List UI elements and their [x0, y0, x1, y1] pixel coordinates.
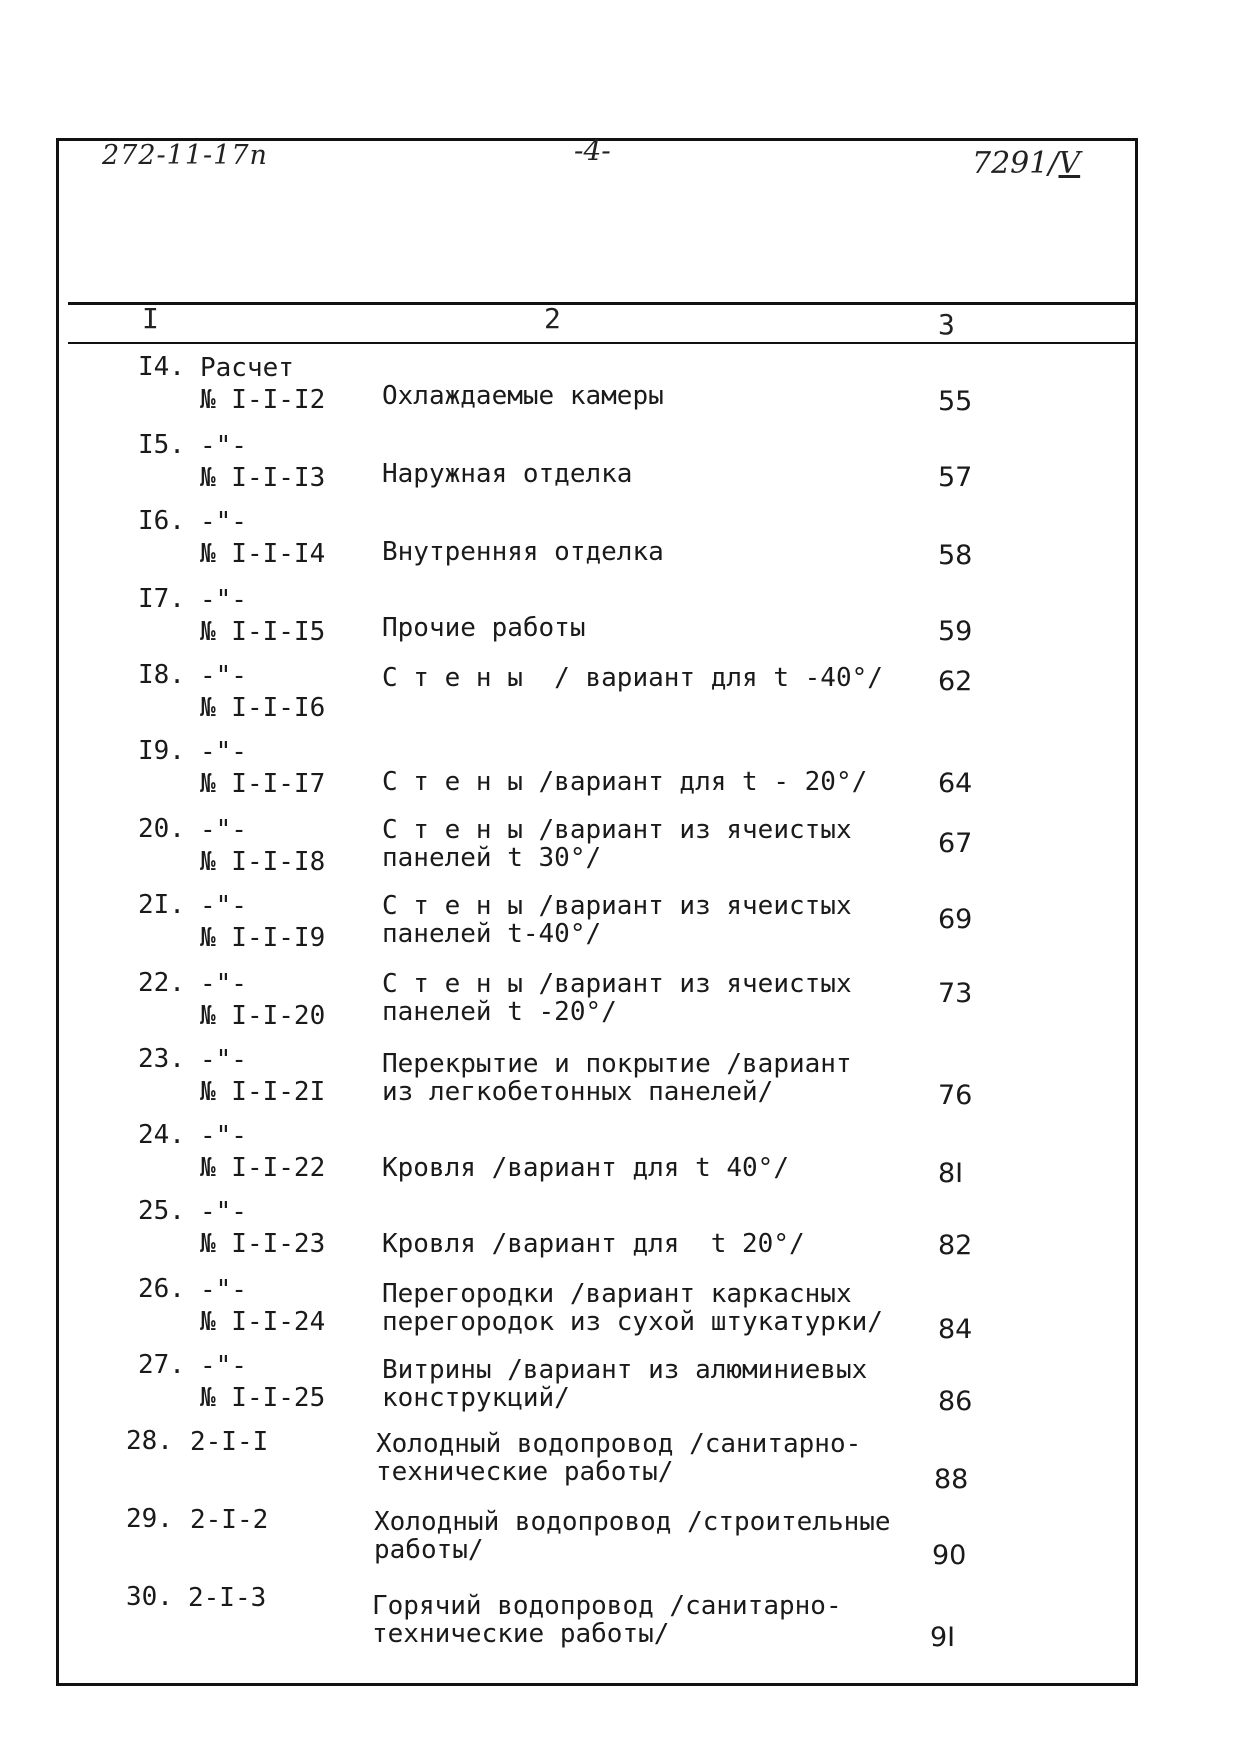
row-ditto: -"- [200, 737, 247, 767]
row-reference [200, 660, 325, 724]
table-row [0, 1350, 1240, 1420]
row-number: I9. [138, 736, 185, 766]
row-description: Внутренняя отделка [382, 537, 664, 567]
row-page: 64 [938, 768, 973, 799]
table-row [0, 430, 1240, 500]
table-row [0, 1044, 1240, 1114]
table-row [0, 1120, 1240, 1190]
column-header-1: I [142, 302, 159, 335]
row-description: Наружная отделка [382, 459, 633, 489]
row-page: 8I [938, 1158, 964, 1189]
row-code: № I-I-24 [200, 1307, 326, 1337]
row-ditto: -"- [200, 891, 247, 921]
row-page: 84 [938, 1314, 973, 1345]
row-reference [200, 968, 325, 1032]
table-row [0, 1274, 1240, 1344]
row-code: 2-I-I [190, 1427, 269, 1457]
row-reference [190, 1426, 268, 1490]
table-row [0, 352, 1240, 422]
table-row [0, 890, 1240, 960]
row-page: 86 [938, 1386, 973, 1417]
table-row [0, 584, 1240, 654]
row-description: С т е н ы /вариант из ячеистых панелей t -20°/ [382, 969, 852, 1027]
sheet-number-main: 7291/ [972, 146, 1059, 181]
row-ditto: -"- [200, 1121, 247, 1151]
document-code: 272-11-17п [102, 140, 268, 171]
row-page: 67 [938, 828, 973, 859]
table-row [0, 1582, 1240, 1652]
row-reference [200, 584, 325, 648]
row-description: С т е н ы /вариант для t - 20°/ [382, 767, 868, 797]
row-description: Охлаждаемые камеры [382, 381, 664, 411]
row-ditto: -"- [200, 815, 247, 845]
row-number: 30. [126, 1582, 173, 1612]
table-row [0, 1196, 1240, 1266]
sheet-number [972, 146, 1080, 181]
row-reference [200, 890, 325, 954]
row-description: Перегородки /вариант каркасных перегородок из сухой штукатурки/ [382, 1279, 883, 1337]
row-page: 82 [938, 1230, 973, 1261]
row-page: 55 [938, 386, 973, 417]
row-ditto [190, 1536, 268, 1568]
row-page: 76 [938, 1080, 973, 1111]
row-ditto: -"- [200, 1197, 247, 1227]
row-description: Холодный водопровод /строительные работы/ [374, 1507, 891, 1565]
row-ditto [190, 1458, 268, 1490]
row-description: С т е н ы /вариант из ячеистых панелей t-40°/ [382, 891, 852, 949]
row-code: № I-I-I5 [200, 617, 326, 647]
row-number: 22. [138, 968, 185, 998]
row-description: Витрины /вариант из алюминиевых конструкций/ [382, 1355, 868, 1413]
row-number: 2I. [138, 890, 185, 920]
row-description: Прочие работы [382, 613, 586, 643]
row-code: № I-I-I7 [200, 769, 326, 799]
row-number: 26. [138, 1274, 185, 1304]
row-reference [200, 1196, 325, 1260]
table-row [0, 968, 1240, 1038]
row-description: С т е н ы / вариант для t -40°/ [382, 663, 883, 693]
row-number: I4. [138, 352, 185, 382]
table-row [0, 736, 1240, 806]
row-code: № I-I-I9 [200, 923, 326, 953]
row-description: Кровля /вариант для t 40°/ [382, 1153, 789, 1183]
row-code: № I-I-23 [200, 1229, 326, 1259]
column-header-2: 2 [544, 302, 561, 335]
row-reference [200, 1120, 325, 1184]
sheet-number-roman: V [1058, 146, 1081, 181]
row-page: 90 [932, 1540, 967, 1571]
row-reference [188, 1582, 266, 1646]
row-ditto: -"- [200, 585, 247, 615]
row-reference [200, 1350, 325, 1414]
row-description: С т е н ы /вариант из ячеистых панелей t 30°/ [382, 815, 852, 873]
row-description: Горячий водопровод /санитарно- технические работы/ [372, 1591, 842, 1649]
header-top-rule [68, 302, 1138, 305]
row-code: № I-I-22 [200, 1153, 326, 1183]
row-page: 73 [938, 978, 973, 1009]
row-code: № I-I-20 [200, 1001, 326, 1031]
row-reference [200, 736, 325, 800]
row-code: № I-I-2I [200, 1077, 326, 1107]
row-ditto [188, 1614, 266, 1646]
row-page: 62 [938, 666, 973, 697]
column-header-3: 3 [938, 308, 955, 341]
row-ditto: -"- [200, 1045, 247, 1075]
page-number: -4- [574, 134, 611, 167]
row-code: № I-I-I3 [200, 463, 326, 493]
row-number: 27. [138, 1350, 185, 1380]
row-ditto: -"- [200, 431, 247, 461]
row-code: 2-I-2 [190, 1505, 269, 1535]
row-reference [200, 1274, 325, 1338]
row-code: № I-I-I4 [200, 539, 326, 569]
row-number: 25. [138, 1196, 185, 1226]
row-page: 88 [934, 1464, 969, 1495]
row-number: 28. [126, 1426, 173, 1456]
row-page: 69 [938, 904, 973, 935]
row-number: I6. [138, 506, 185, 536]
row-reference [200, 430, 325, 494]
row-page: 9I [930, 1622, 956, 1653]
row-ditto: Расчет [200, 353, 294, 383]
row-page: 58 [938, 540, 973, 571]
row-reference [200, 814, 325, 878]
row-reference [190, 1504, 268, 1568]
table-row [0, 660, 1240, 730]
row-code: № I-I-I8 [200, 847, 326, 877]
row-description: Кровля /вариант для t 20°/ [382, 1229, 805, 1259]
row-reference [200, 506, 325, 570]
row-reference [200, 352, 325, 416]
row-ditto: -"- [200, 507, 247, 537]
row-ditto: -"- [200, 661, 247, 691]
row-page: 59 [938, 616, 973, 647]
row-number: 24. [138, 1120, 185, 1150]
table-row [0, 506, 1240, 576]
table-row [0, 1504, 1240, 1574]
row-ditto: -"- [200, 1275, 247, 1305]
row-description: Холодный водопровод /санитарно- технические работы/ [376, 1429, 862, 1487]
row-number: I8. [138, 660, 185, 690]
header-bottom-rule [68, 342, 1138, 344]
row-code: № I-I-25 [200, 1383, 326, 1413]
row-reference [200, 1044, 325, 1108]
row-number: 23. [138, 1044, 185, 1074]
row-code: № I-I-I6 [200, 693, 326, 723]
table-row [0, 1426, 1240, 1496]
row-ditto: -"- [200, 1351, 247, 1381]
row-number: 20. [138, 814, 185, 844]
row-code: 2-I-3 [188, 1583, 267, 1613]
row-number: I5. [138, 430, 185, 460]
row-code: № I-I-I2 [200, 385, 326, 415]
row-ditto: -"- [200, 969, 247, 999]
row-number: I7. [138, 584, 185, 614]
row-number: 29. [126, 1504, 173, 1534]
row-description: Перекрытие и покрытие /вариант из легкобетонных панелей/ [382, 1049, 852, 1107]
row-page: 57 [938, 462, 973, 493]
table-row [0, 814, 1240, 884]
